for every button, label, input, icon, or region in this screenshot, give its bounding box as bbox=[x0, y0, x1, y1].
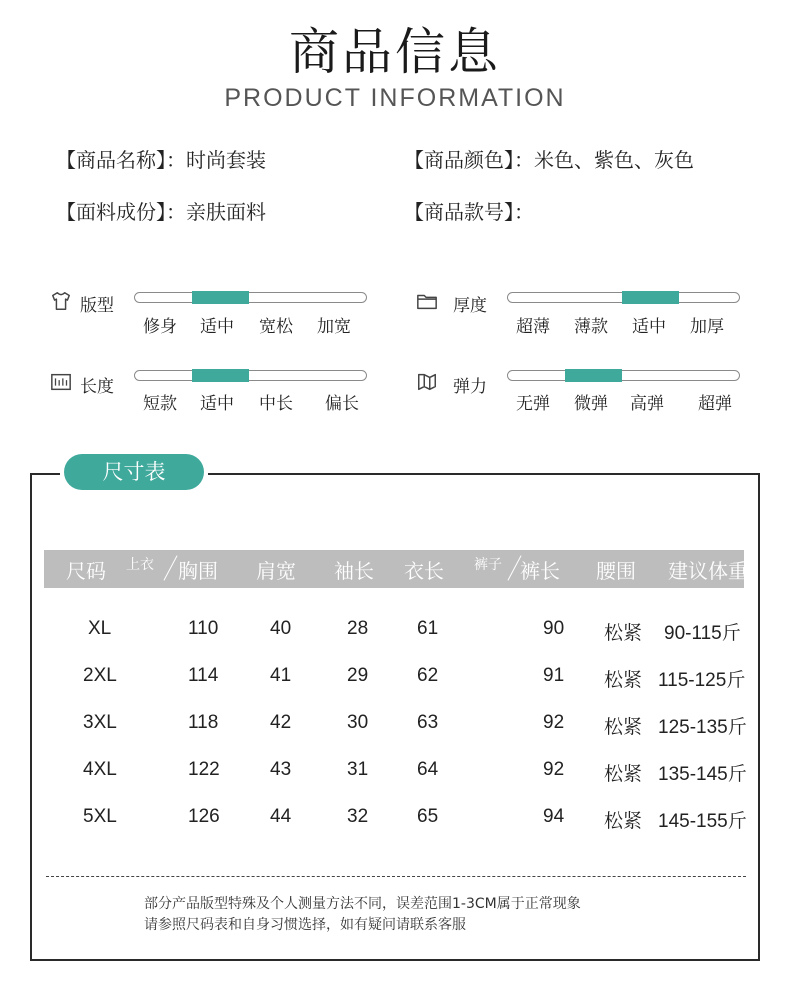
dashed-divider bbox=[46, 876, 746, 877]
cell-weight: 135-145斤 bbox=[658, 764, 747, 785]
cell-shoulder: 42 bbox=[270, 712, 292, 733]
cell-chest: 110 bbox=[188, 618, 219, 639]
length-scale bbox=[134, 370, 367, 381]
cell-pants-length: 91 bbox=[543, 665, 565, 686]
cell-waist: 松紧 bbox=[604, 764, 643, 785]
elasticity-option: 无弹 bbox=[516, 394, 550, 414]
cell-weight: 145-155斤 bbox=[658, 811, 747, 832]
table-header bbox=[44, 550, 748, 588]
elasticity-option: 高弹 bbox=[630, 394, 664, 414]
thickness-scale-fill bbox=[622, 291, 679, 304]
cell-chest: 114 bbox=[188, 665, 219, 686]
product-name: 【商品名称】：时尚套装 bbox=[56, 148, 266, 172]
thickness-option: 超薄 bbox=[516, 317, 550, 337]
cell-waist: 松紧 bbox=[604, 623, 643, 644]
cell-size: 5XL bbox=[83, 806, 117, 827]
cell-pants-length: 90 bbox=[543, 618, 565, 639]
cell-top-length: 62 bbox=[417, 665, 439, 686]
cell-chest: 122 bbox=[188, 759, 220, 780]
fit-option: 适中 bbox=[200, 317, 234, 337]
th-top-length: 衣长 bbox=[404, 559, 444, 583]
attr-label-thickness: 厚度 bbox=[453, 296, 487, 316]
thickness-option: 加厚 bbox=[690, 317, 724, 337]
cell-waist: 松紧 bbox=[604, 670, 643, 691]
cell-size: XL bbox=[88, 618, 112, 639]
fit-scale bbox=[134, 292, 367, 303]
length-option: 偏长 bbox=[325, 394, 359, 414]
elasticity-scale bbox=[507, 370, 740, 381]
th-chest: 胸围 bbox=[178, 559, 218, 583]
ruler-icon bbox=[50, 371, 72, 393]
fabric-icon bbox=[416, 371, 438, 393]
folder-icon bbox=[416, 290, 438, 312]
size-table bbox=[30, 473, 760, 961]
cell-sleeve: 30 bbox=[347, 712, 369, 733]
th-sleeve: 袖长 bbox=[334, 559, 374, 583]
attr-label-elasticity: 弹力 bbox=[453, 377, 487, 397]
th-top-group: 上衣 bbox=[126, 557, 154, 573]
thickness-option: 适中 bbox=[632, 317, 666, 337]
cell-chest: 126 bbox=[188, 806, 220, 827]
cell-top-length: 65 bbox=[417, 806, 439, 827]
page-subtitle: PRODUCT INFORMATION bbox=[224, 84, 566, 112]
fit-option: 加宽 bbox=[317, 317, 351, 337]
cell-weight: 90-115斤 bbox=[664, 623, 741, 644]
cell-shoulder: 44 bbox=[270, 806, 292, 827]
th-pants-length: 裤长 bbox=[520, 559, 560, 583]
length-option: 短款 bbox=[143, 394, 177, 414]
size-note-line1: 部分产品版型特殊及个人测量方法不同，误差范围1-3CM属于正常现象 bbox=[144, 896, 581, 912]
cell-size: 3XL bbox=[83, 712, 117, 733]
length-option: 适中 bbox=[200, 394, 234, 414]
cell-top-length: 63 bbox=[417, 712, 439, 733]
cell-sleeve: 32 bbox=[347, 806, 369, 827]
attr-label-length: 长度 bbox=[80, 377, 114, 397]
fit-scale-fill bbox=[192, 291, 249, 304]
cell-waist: 松紧 bbox=[604, 717, 643, 738]
cell-weight: 115-125斤 bbox=[658, 670, 746, 691]
fit-option: 修身 bbox=[143, 317, 177, 337]
th-divider bbox=[163, 555, 177, 580]
size-note-line2: 请参照尺码表和自身习惯选择，如有疑问请联系客服 bbox=[144, 917, 466, 933]
elasticity-option: 超弹 bbox=[698, 394, 732, 414]
th-weight: 建议体重 bbox=[668, 559, 748, 583]
cell-weight: 125-135斤 bbox=[658, 717, 747, 738]
cell-size: 4XL bbox=[83, 759, 117, 780]
cell-top-length: 61 bbox=[417, 618, 439, 639]
cell-pants-length: 94 bbox=[543, 806, 565, 827]
elasticity-scale-fill bbox=[565, 369, 622, 382]
tshirt-icon bbox=[50, 290, 72, 312]
cell-chest: 118 bbox=[188, 712, 219, 733]
product-fabric: 【面料成份】：亲肤面料 bbox=[56, 200, 266, 224]
cell-pants-length: 92 bbox=[543, 759, 565, 780]
th-pants-group: 裤子 bbox=[474, 557, 502, 573]
product-model: 【商品款号】： bbox=[404, 200, 534, 224]
cell-waist: 松紧 bbox=[604, 811, 643, 832]
cell-sleeve: 28 bbox=[347, 618, 369, 639]
product-color: 【商品颜色】：米色、紫色、灰色 bbox=[404, 148, 694, 172]
size-table-tab: 尺寸表 bbox=[64, 454, 204, 490]
page-title: 商品信息 bbox=[289, 23, 501, 81]
th-size: 尺码 bbox=[66, 559, 106, 583]
cell-sleeve: 29 bbox=[347, 665, 369, 686]
cell-sleeve: 31 bbox=[347, 759, 369, 780]
cell-pants-length: 92 bbox=[543, 712, 565, 733]
th-shoulder: 肩宽 bbox=[256, 559, 296, 583]
fit-option: 宽松 bbox=[259, 317, 293, 337]
length-scale-fill bbox=[192, 369, 249, 382]
thickness-option: 薄款 bbox=[574, 317, 608, 337]
attr-label-fit: 版型 bbox=[80, 296, 114, 316]
thickness-scale bbox=[507, 292, 740, 303]
cell-top-length: 64 bbox=[417, 759, 439, 780]
length-option: 中长 bbox=[259, 394, 293, 414]
cell-shoulder: 40 bbox=[270, 618, 292, 639]
elasticity-option: 微弹 bbox=[574, 394, 608, 414]
cell-shoulder: 43 bbox=[270, 759, 292, 780]
cell-size: 2XL bbox=[83, 665, 117, 686]
th-waist: 腰围 bbox=[596, 559, 636, 583]
cell-shoulder: 41 bbox=[270, 665, 292, 686]
